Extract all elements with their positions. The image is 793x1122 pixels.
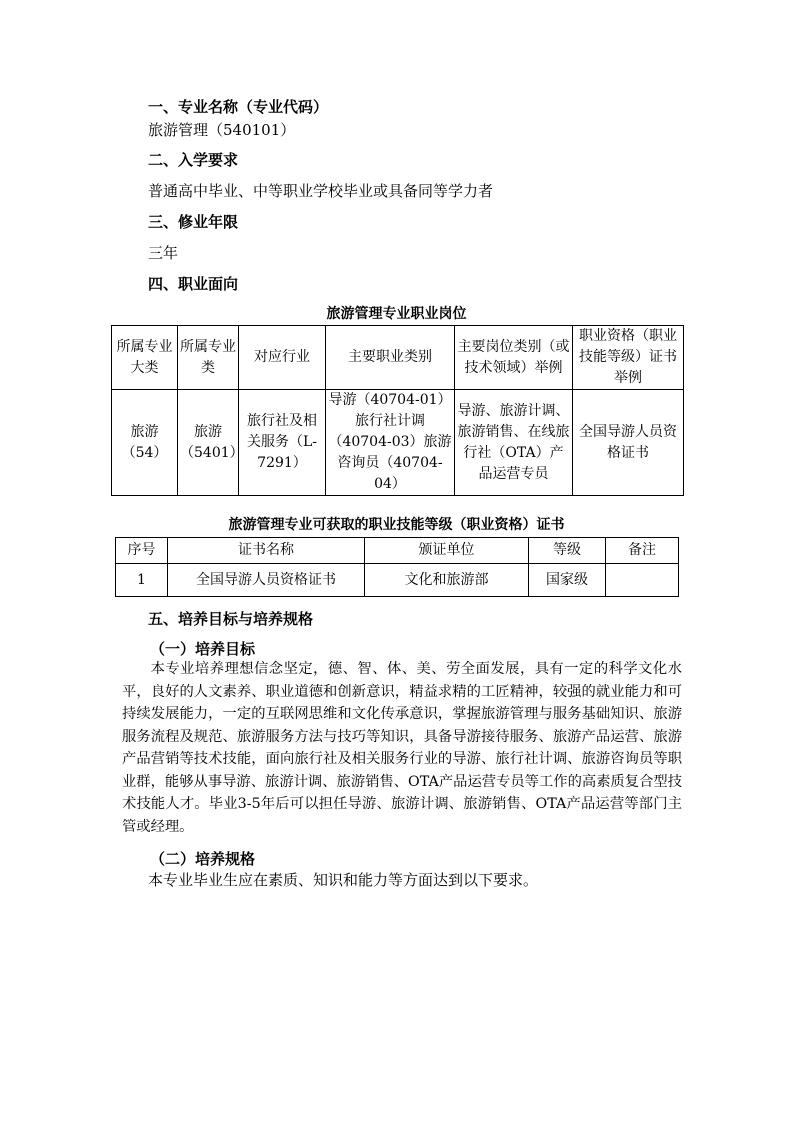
- table-row: [116, 564, 679, 597]
- section-heading-5: 五、培养目标与培养规格: [148, 610, 314, 628]
- header-cell: 主要岗位类别（或技术领域）举例: [455, 326, 573, 390]
- table-cell: 旅行社及相关服务（L-7291）: [239, 390, 326, 496]
- major-name-code: 旅游管理（540101）: [148, 121, 296, 139]
- table2-caption: 旅游管理专业可获取的职业技能等级（职业资格）证书: [228, 517, 565, 533]
- table-cell: 1: [116, 564, 168, 597]
- subsection-heading-1: （一）培养目标: [150, 640, 256, 658]
- career-positions-table: [111, 325, 684, 496]
- section-heading-1: 一、专业名称（专业代码）: [148, 98, 329, 116]
- subsection-heading-2: （二）培养规格: [150, 850, 256, 868]
- header-cell: 证书名称: [168, 538, 365, 564]
- header-cell: 颁证单位: [365, 538, 529, 564]
- header-cell: 主要职业类别: [326, 326, 455, 390]
- training-goal-paragraph: 本专业培养理想信念坚定，德、智、体、美、劳全面发展，具有一定的科学文化水平，良好的人文素养、职业道德和创新意识，精益求精的工匠精神，较强的就业能力和可持续发展能力，一定的互联网思维和文化传承意识，掌握旅游管理与服务基础知识、旅游服务流程及规范、旅游服务方法与技巧等知识，具备导游接待服务、旅游产品运营、旅游产品营销等技术技能，面向旅行社及相关服务行业的导游、旅行社计调、旅游咨询员等职业群，能够从事导游、旅游计调、旅游销售、OTA产品运营专员等工作的高素质复合型技术技能人才。毕业3-5年后可以担任导游、旅游计调、旅游销售、OTA产品运营等部门主管或经理。: [122, 661, 682, 835]
- table-cell: 旅游（5401）: [178, 390, 239, 496]
- section-heading-2: 二、入学要求: [148, 151, 239, 169]
- table-cell: 全国导游人员资格证书: [573, 390, 684, 496]
- admission-requirement: 普通高中毕业、中等职业学校毕业或具备同等学力者: [148, 182, 494, 200]
- study-duration: 三年: [148, 244, 179, 262]
- table-cell: 文化和旅游部: [365, 564, 529, 597]
- header-cell: 等级: [529, 538, 606, 564]
- header-cell: 所属专业类: [178, 326, 239, 390]
- header-cell: 所属专业大类: [112, 326, 178, 390]
- certificates-table: [115, 537, 679, 597]
- table-header-row: [112, 326, 684, 390]
- section-heading-3: 三、修业年限: [148, 213, 239, 231]
- table-cell: [606, 564, 679, 597]
- table1-caption: 旅游管理专业职业岗位: [326, 306, 467, 322]
- table-cell: 导游、旅游计调、旅游销售、在线旅行社（OTA）产品运营专员: [455, 390, 573, 496]
- table-cell: 旅游（54）: [112, 390, 178, 496]
- table-cell: 国家级: [529, 564, 606, 597]
- table-cell: 全国导游人员资格证书: [168, 564, 365, 597]
- header-cell: 职业资格（职业技能等级）证书举例: [573, 326, 684, 390]
- header-cell: 对应行业: [239, 326, 326, 390]
- table-header-row: [116, 538, 679, 564]
- section-heading-4: 四、职业面向: [148, 275, 239, 293]
- header-cell: 序号: [116, 538, 168, 564]
- table-row: [112, 390, 684, 496]
- header-cell: 备注: [606, 538, 679, 564]
- table-cell: 导游（40704-01）旅行社计调（40704-03）旅游咨询员（40704-04）: [326, 390, 455, 496]
- training-spec-text: 本专业毕业生应在素质、知识和能力等方面达到以下要求。: [148, 871, 539, 889]
